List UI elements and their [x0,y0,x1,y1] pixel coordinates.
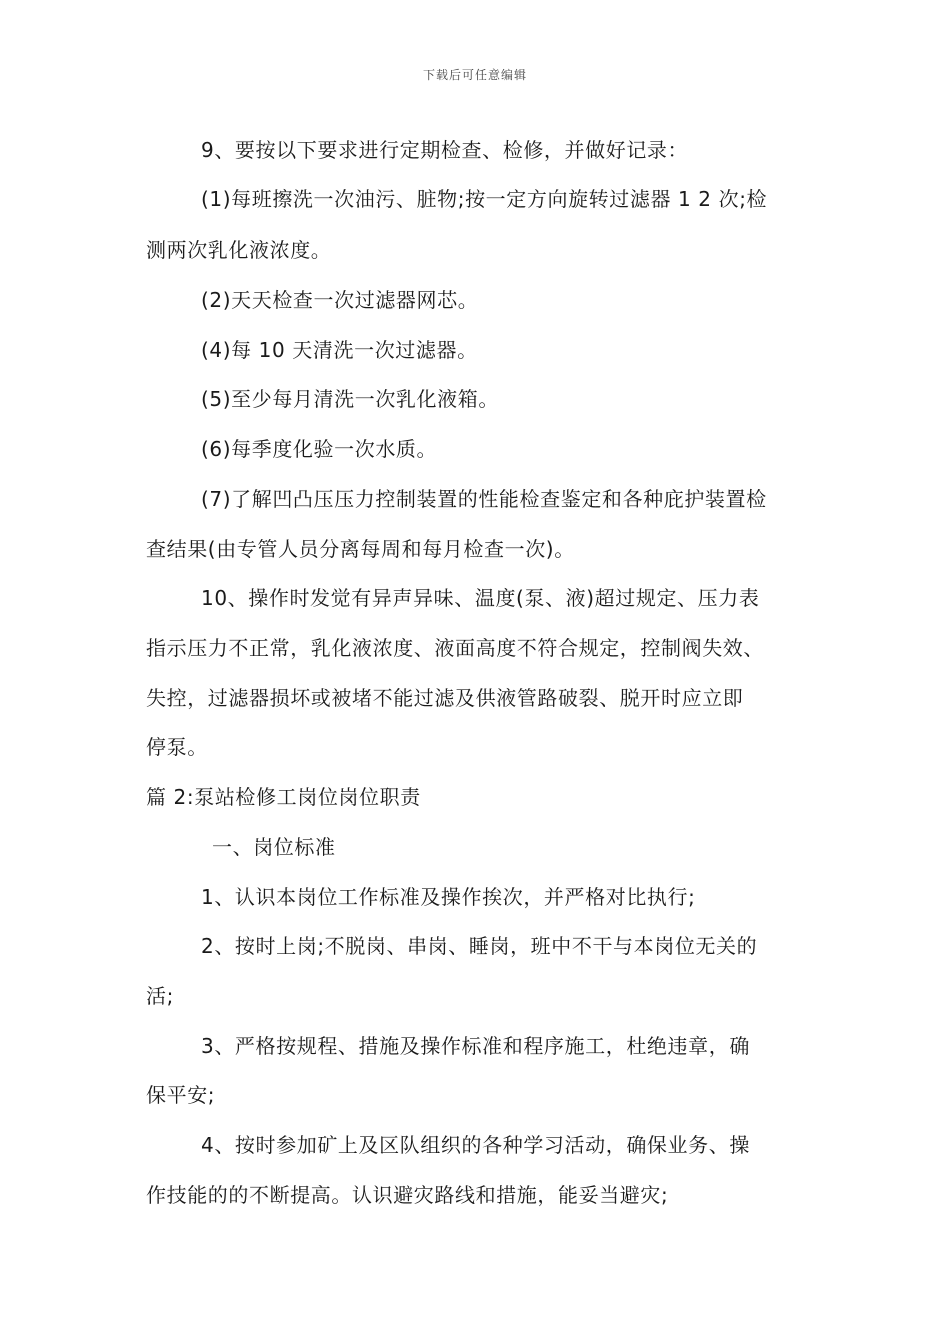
paragraph-line: (4)每 10 天清洗一次过滤器。 [201,338,478,362]
paragraph-line: 10、操作时发觉有异声异味、温度(泵、液)超过规定、压力表 [201,586,760,610]
page-header: 下载后可任意编辑 [422,68,527,82]
paragraph-line: 2、按时上岗;不脱岗、串岗、睡岗，班中不干与本岗位无关的 [201,934,758,958]
section-heading: 篇 2:泵站检修工岗位岗位职责 [146,785,421,809]
paragraph-line: 9、要按以下要求进行定期检查、检修，并做好记录： [201,138,689,162]
paragraph-line: 查结果(由专管人员分离每周和每月检查一次)。 [146,537,575,561]
paragraph-line: (1)每班擦洗一次油污、脏物;按一定方向旋转过滤器 1 2 次;检 [201,187,768,211]
paragraph-line: 4、按时参加矿上及区队组织的各种学习活动，确保业务、操 [201,1133,750,1157]
paragraph-line: 指示压力不正常，乳化液浓度、液面高度不符合规定，控制阀失效、 [146,636,764,660]
paragraph-line: 停泵。 [146,735,208,759]
subsection-heading: 一、岗位标准 [212,835,336,859]
paragraph-line: 测两次乳化液浓度。 [146,238,332,262]
paragraph-line: 活; [146,984,174,1008]
paragraph-line: 保平安; [146,1083,216,1107]
paragraph-line: 作技能的的不断提高。认识避灾路线和措施，能妥当避灾; [146,1183,669,1207]
paragraph-line: (6)每季度化验一次水质。 [201,437,438,461]
paragraph-line: 失控，过滤器损坏或被堵不能过滤及供液管路破裂、脱开时应立即 [146,686,744,710]
paragraph-line: (2)天天检查一次过滤器网芯。 [201,288,479,312]
paragraph-line: 3、严格按规程、措施及操作标准和程序施工，杜绝违章，确 [201,1034,750,1058]
paragraph-line: (5)至少每月清洗一次乳化液箱。 [201,387,499,411]
paragraph-line: (7)了解凹凸压压力控制装置的性能检查鉴定和各种庇护装置检 [201,487,767,511]
paragraph-line: 1、认识本岗位工作标准及操作挨次，并严格对比执行; [201,885,696,909]
